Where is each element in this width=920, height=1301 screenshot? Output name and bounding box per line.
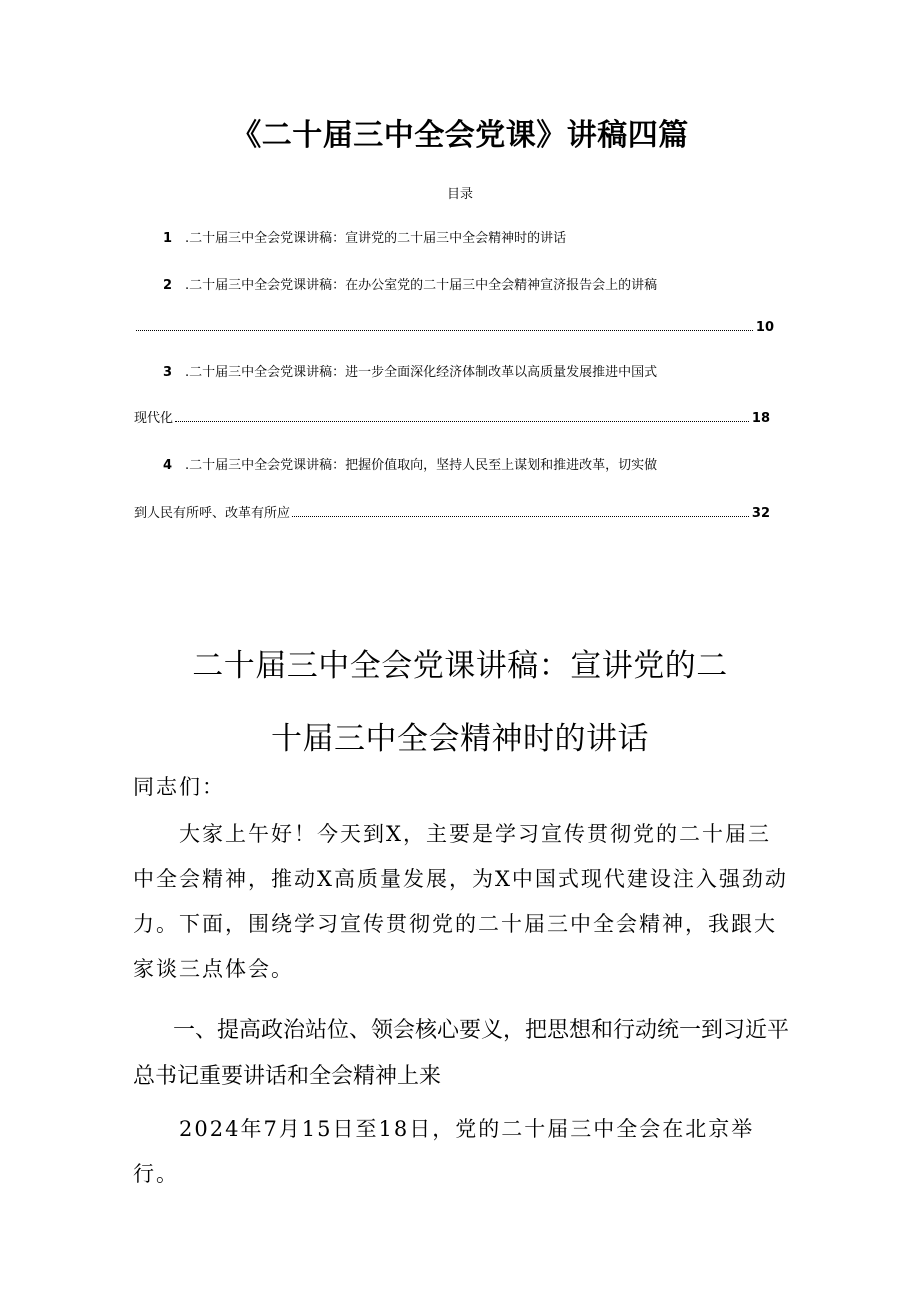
salutation: 同志们： [133,775,225,799]
section-title-line-2: 十届三中全会精神时的讲话 [271,721,649,757]
toc-entry-text: .二十届三中全会党课讲稿：在办公室党的二十届三中全会精神宣济报告会上的讲稿 [185,278,658,293]
toc-page-number: 18 [751,411,770,426]
body-paragraph-2: 2024年7月15日至18日，党的二十届三中全会在北京举行。 [133,1117,755,1186]
toc-heading: 目录 [446,187,473,202]
section-title-line-1: 二十届三中全会党课讲稿：宣讲党的二 [192,648,728,684]
toc-entry-continuation: 到人民有所呼、改革有所应 [134,506,291,521]
toc-entry-2[interactable] [163,277,657,295]
toc-entry-4[interactable] [163,457,657,475]
toc-entry-2-leader [134,319,774,337]
toc-entry-continuation: 现代化 [134,411,174,426]
dot-leader [175,420,749,422]
toc-page-number: 10 [755,320,774,335]
dot-leader [292,515,749,517]
toc-entry-text: .二十届三中全会党课讲稿：把握价值取向，坚持人民至上谋划和推进改革，切实做 [185,458,658,473]
body-paragraph-1: 大家上午好！今天到X，主要是学习宣传贯彻党的二十届三中全会精神，推动X高质量发展，为X中国式现代建设注入强劲动力。下面，围绕学习宣传贯彻党的二十届三中全会精神，我跟大家谈三点体会。 [133,822,788,981]
toc-entry-number: 4 [163,458,173,473]
toc-entry-text: .二十届三中全会党课讲稿：宣讲党的二十届三中全会精神时的讲话 [185,231,567,246]
section-heading-1: 一、提高政治站位、领会核心要义，把思想和行动统一到习近平总书记重要讲话和全会精神上来 [133,1018,790,1089]
toc-entry-number: 1 [163,231,173,246]
toc-entry-3-leader [134,410,770,428]
toc-entry-number: 2 [163,278,173,293]
toc-entry-3[interactable] [163,364,657,382]
toc-entry-1[interactable] [163,230,566,248]
toc-page-number: 32 [751,506,770,521]
toc-entry-4-leader [134,505,770,523]
toc-entry-text: .二十届三中全会党课讲稿：进一步全面深化经济体制改革以高质量发展推进中国式 [185,365,658,380]
toc-entry-number: 3 [163,365,173,380]
document-title: 《二十届三中全会党课》讲稿四篇 [231,118,689,153]
dot-leader [136,329,753,331]
